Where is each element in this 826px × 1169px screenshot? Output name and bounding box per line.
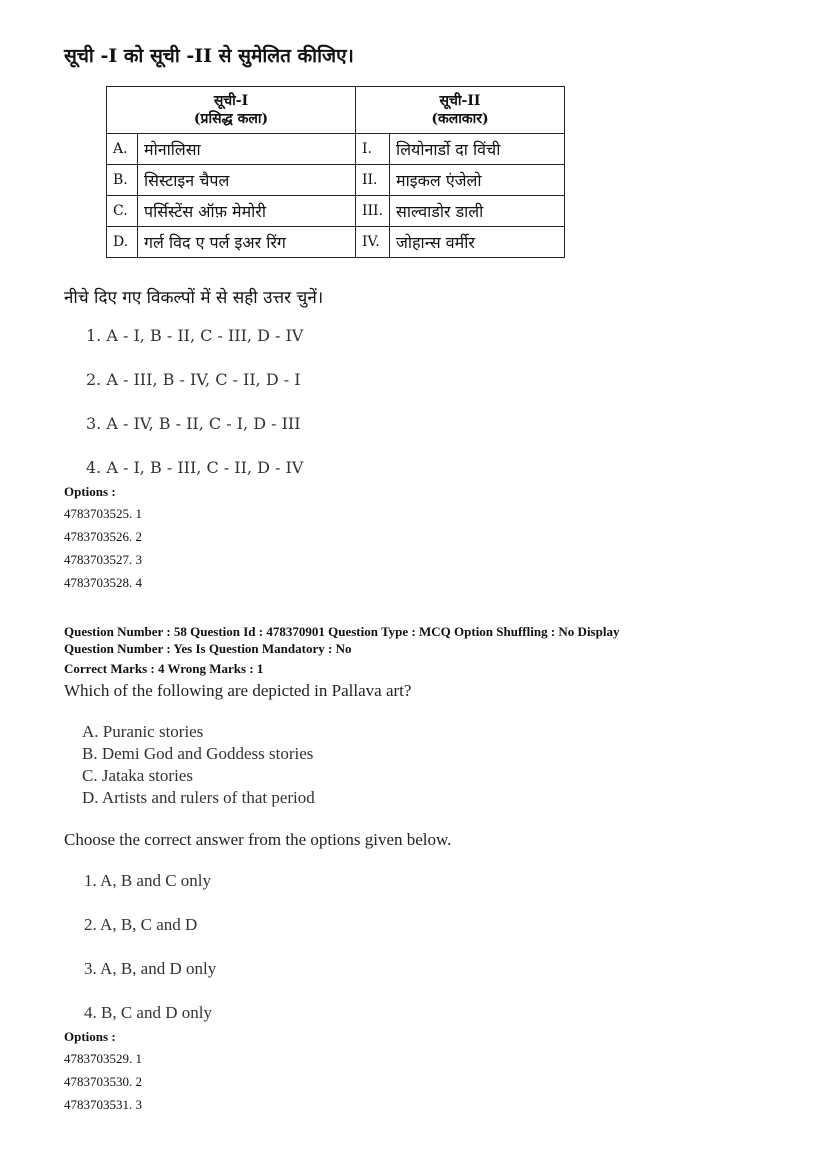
choice-4: 4. B, C and D only (84, 1003, 212, 1022)
table-row (107, 134, 565, 165)
list-1-title: सूची-I (213, 93, 249, 109)
question-58-instruction: Choose the correct answer from the options given below. (64, 830, 452, 849)
list-2-title: सूची-II (439, 93, 481, 109)
list-2-header (356, 87, 565, 134)
row-art: गर्ल विद ए पर्ल इअर रिंग (138, 227, 356, 258)
option-id: 4783703530. 2 (64, 1074, 142, 1089)
option-id: 4783703527. 3 (64, 552, 142, 567)
options-label: Options : (64, 1029, 116, 1044)
choice-3: 3. A - IV, B - II, C - I, D - III (86, 414, 301, 433)
statement-c: C. Jataka stories (82, 766, 193, 785)
option-id: 4783703526. 2 (64, 529, 142, 544)
row-key: B. (107, 165, 138, 196)
row-artist: जोहान्स वर्मीर (390, 227, 565, 258)
row-art: मोनालिसा (138, 134, 356, 165)
question-58-meta-2: Question Number : Yes Is Question Mandatory : No (64, 641, 352, 656)
row-art: सिस्टाइन चैपल (138, 165, 356, 196)
table-row (107, 196, 565, 227)
list-1-subtitle: (प्रसिद्ध कला) (193, 111, 269, 127)
question-57-instruction: नीचे दिए गए विकल्पों में से सही उत्तर चुनें। (64, 288, 324, 308)
choice-2: 2. A - III, B - IV, C - II, D - I (86, 370, 301, 389)
row-key: D. (107, 227, 138, 258)
options-label: Options : (64, 484, 116, 499)
option-id: 4783703528. 4 (64, 575, 142, 590)
statement-a: A. Puranic stories (82, 722, 204, 741)
statement-d: D. Artists and rulers of that period (82, 788, 315, 807)
row-key-2: I. (356, 134, 390, 165)
table-row (107, 227, 565, 258)
option-id: 4783703525. 1 (64, 506, 142, 521)
question-58-meta-3: Correct Marks : 4 Wrong Marks : 1 (64, 661, 264, 676)
list-2-subtitle: (कलाकार) (431, 111, 489, 127)
table-row (107, 165, 565, 196)
match-table (106, 86, 565, 258)
row-key-2: III. (356, 196, 390, 227)
question-57-title: सूची -I को सूची -II से सुमेलित कीजिए। (64, 45, 354, 67)
table-header-row (107, 87, 565, 134)
row-key-2: IV. (356, 227, 390, 258)
option-id: 4783703529. 1 (64, 1051, 142, 1066)
row-artist: साल्वाडोर डाली (390, 196, 565, 227)
row-key: C. (107, 196, 138, 227)
statement-b: B. Demi God and Goddess stories (82, 744, 314, 763)
choice-4: 4. A - I, B - III, C - II, D - IV (86, 458, 304, 477)
row-art: पर्सिस्टेंस ऑफ़ मेमोरी (138, 196, 356, 227)
question-58-text: Which of the following are depicted in Pallava art? (64, 681, 412, 700)
option-id: 4783703531. 3 (64, 1097, 142, 1112)
row-key: A. (107, 134, 138, 165)
row-artist: माइकल एंजेलो (390, 165, 565, 196)
row-artist: लियोनार्डो दा विंची (390, 134, 565, 165)
question-58-meta-1: Question Number : 58 Question Id : 478370901 Question Type : MCQ Option Shuffling : No Display (64, 624, 620, 639)
choice-3: 3. A, B, and D only (84, 959, 217, 978)
choice-1: 1. A - I, B - II, C - III, D - IV (86, 326, 304, 345)
row-key-2: II. (356, 165, 390, 196)
list-1-header (107, 87, 356, 134)
choice-1: 1. A, B and C only (84, 871, 212, 890)
choice-2: 2. A, B, C and D (84, 915, 198, 934)
